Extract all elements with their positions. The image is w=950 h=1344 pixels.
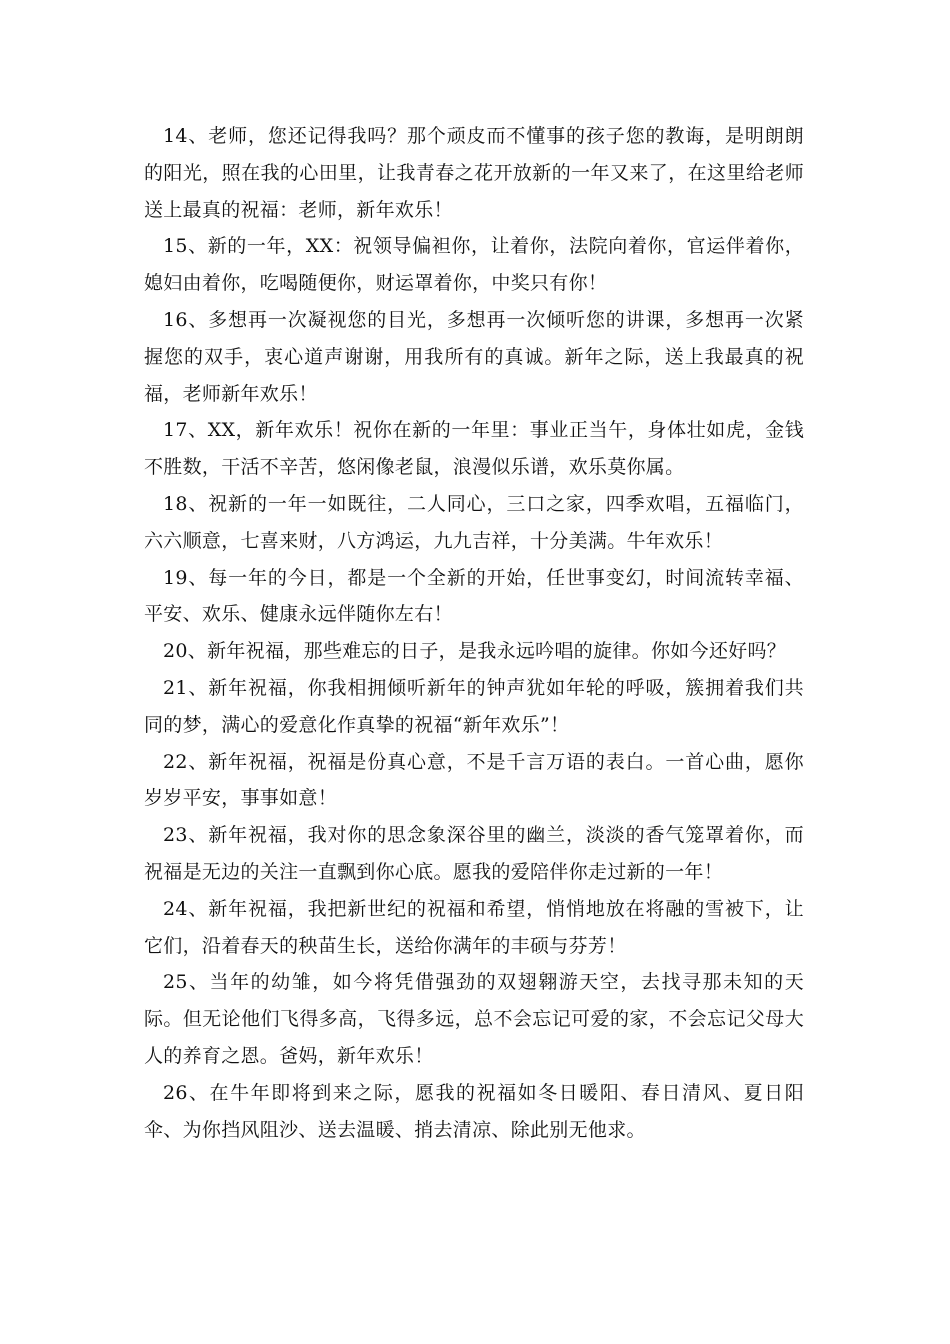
paragraph-16: 16、多想再一次凝视您的目光，多想再一次倾听您的讲课，多想再一次紧握您的双手，衷心道声谢谢，用我所有的真诚。新年之际，送上我最真的祝福，老师新年欢乐！ [144, 308, 804, 405]
paragraph-14: 14、老师，您还记得我吗？那个顽皮而不懂事的孩子您的教诲，是明朗朗的阳光，照在我的心田里，让我青春之花开放新的一年又来了，在这里给老师送上最真的祝福：老师，新年欢乐！ [144, 125, 804, 221]
document-body [144, 118, 804, 1148]
paragraph-21: 21、新年祝福，你我相拥倾听新年的钟声犹如年轮的呼吸，簇拥着我们共同的梦，满心的爱意化作真挚的祝福“新年欢乐”！ [144, 676, 804, 736]
paragraph-18: 18、祝新的一年一如既往，二人同心，三口之家，四季欢唱，五福临门，六六顺意，七喜来财，八方鸿运，九九吉祥，十分美满。牛年欢乐！ [144, 492, 804, 552]
paragraph-25: 25、当年的幼雏，如今将凭借强劲的双翅翱游天空，去找寻那未知的天际。但无论他们飞得多高，飞得多远，总不会忘记可爱的家，不会忘记父母大人的养育之恩。爸妈，新年欢乐！ [144, 971, 804, 1067]
paragraph-24: 24、新年祝福，我把新世纪的祝福和希望，悄悄地放在将融的雪被下，让它们，沿着春天的秧苗生长，送给你满年的丰硕与芬芳！ [144, 897, 804, 957]
paragraph-20: 20、新年祝福，那些难忘的日子，是我永远吟唱的旋律。你如今还好吗？ [163, 640, 787, 663]
paragraph-26: 26、在牛年即将到来之际，愿我的祝福如冬日暖阳、春日清风、夏日阳伞、为你挡风阻沙、送去温暖、捎去清凉、除此别无他求。 [144, 1081, 804, 1141]
paragraph-15: 15、新的一年，XX：祝领导偏袒你，让着你，法院向着你，官运伴着你，媳妇由着你，吃喝随便你，财运罩着你，中奖只有你！ [144, 235, 804, 295]
paragraph-22: 22、新年祝福，祝福是份真心意，不是千言万语的表白。一首心曲，愿你岁岁平安，事事如意！ [144, 750, 804, 810]
paragraph-17: 17、XX，新年欢乐！祝你在新的一年里：事业正当午，身体壮如虎，金钱不胜数，干活不辛苦，悠闲像老鼠，浪漫似乐谱，欢乐莫你属。 [144, 419, 804, 479]
paragraph-19: 19、每一年的今日，都是一个全新的开始，任世事变幻，时间流转幸福、平安、欢乐、健康永远伴随你左右！ [144, 566, 804, 626]
paragraph-23: 23、新年祝福，我对你的思念象深谷里的幽兰，淡淡的香气笼罩着你，而祝福是无边的关注一直飘到你心底。愿我的爱陪伴你走过新的一年！ [144, 824, 804, 883]
